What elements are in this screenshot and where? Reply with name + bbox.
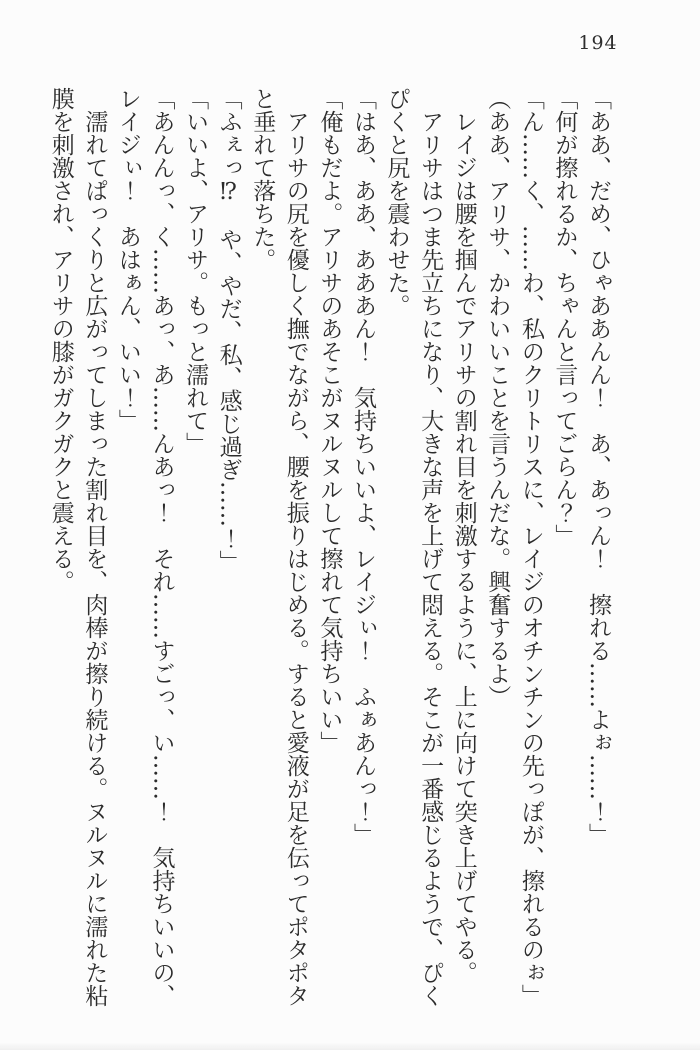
paragraph-narration: アリサはつま先立ちになり、大きな声を上げて悶える。そこが一番感じるようで、ぴくぴくと尻を震わせた。 (383, 87, 444, 1007)
paragraph-narration: アリサの尻を優しく撫でながら、腰を振りはじめる。すると愛液が足を伝ってポタポタと垂れて落ちた。 (249, 87, 309, 1007)
paragraph-dialogue: 「いいよ、アリサ。もっと濡れて」 (182, 87, 209, 455)
paragraph-dialogue: 「はあ、ああ、あああん！ 気持ちいいよ、レイジぃ！ ふぁあんっ！」 (349, 87, 376, 846)
paragraph-dialogue: 「俺もだよ。アリサのあそこがヌルヌルして擦れて気持ちいい」 (316, 87, 343, 754)
page-edge-shadow (0, 1042, 700, 1050)
paragraph-dialogue: 「ふぇっ⁉ や、やだ、私、感じ過ぎ……！」 (215, 87, 242, 573)
paragraph-narration: 濡れてぱっくりと広がってしまった割れ目を、肉棒が擦り続ける。ヌルヌルに濡れた粘膜を刺激され、アリサの膝がガクガクと震える。 (47, 87, 108, 1007)
text-body (43, 87, 614, 1011)
paragraph-dialogue: 「あんんっ、く……あっ、あ……んあっ！ それ……すごっ、い……！ 気持ちいいの、レイジぃ！ あはぁん、いい！」 (114, 87, 175, 1007)
page-number: 194 (578, 32, 618, 54)
paragraph-thought: （ああ、アリサ、かわいいことを言うんだな。興奮するよ） (484, 87, 511, 708)
paragraph-narration: レイジは腰を掴んでアリサの割れ目を刺激するように、上に向けて突き上げてやる。 (450, 110, 477, 984)
paragraph-dialogue: 「ん……く、……わ、私のクリトリスに、レイジのオチンチンの先っぽが、擦れるのぉ」 (517, 87, 544, 1007)
paragraph-dialogue: 「ああ、だめ、ひゃああんん！ あ、あっん！ 擦れる……よぉ……！」 (585, 87, 611, 846)
paragraph-dialogue: 「何が擦れるか、ちゃんと言ってごらん？」 (551, 87, 578, 547)
